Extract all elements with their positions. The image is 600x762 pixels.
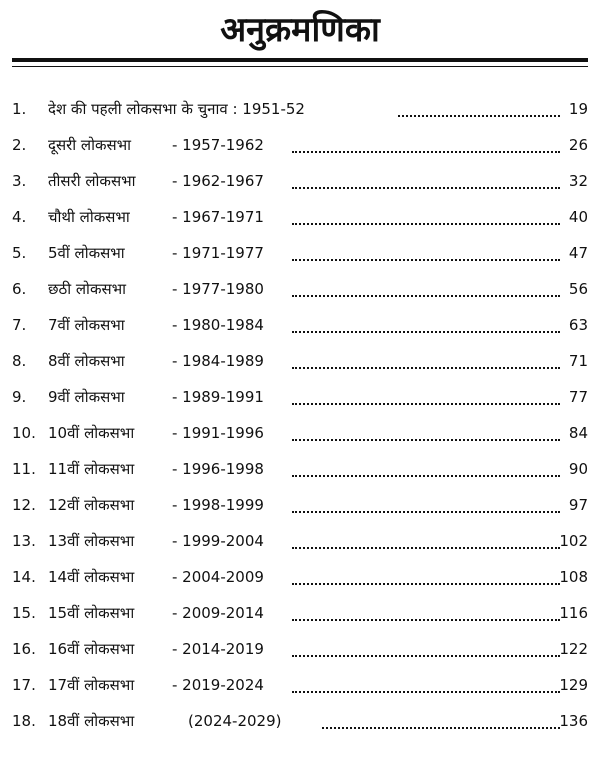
entry-number: 16. xyxy=(12,640,36,658)
entry-number: 11. xyxy=(12,460,36,478)
toc-entry xyxy=(0,454,600,484)
entry-number: 15. xyxy=(12,604,36,622)
entry-number: 2. xyxy=(12,136,27,154)
entry-years: - 2004-2009 xyxy=(172,568,264,586)
toc-entry xyxy=(0,166,600,196)
entry-number: 17. xyxy=(12,676,36,694)
toc-entry xyxy=(0,130,600,160)
dot-leader xyxy=(292,655,560,657)
entry-years: - 1999-2004 xyxy=(172,532,264,550)
toc-entry xyxy=(0,238,600,268)
toc-entry xyxy=(0,418,600,448)
entry-years: - 2014-2019 xyxy=(172,640,264,658)
entry-number: 6. xyxy=(12,280,27,298)
entry-page-number: 116 xyxy=(559,604,588,622)
toc-entry xyxy=(0,598,600,628)
entry-years: - 1991-1996 xyxy=(172,424,264,442)
entry-page-number: 136 xyxy=(559,712,588,730)
dot-leader xyxy=(292,223,560,225)
dot-leader xyxy=(292,259,560,261)
entry-page-number: 32 xyxy=(568,172,588,190)
entry-years: - 1989-1991 xyxy=(172,388,264,406)
entry-number: 9. xyxy=(12,388,27,406)
dot-leader xyxy=(292,295,560,297)
entry-title: 14वीं लोकसभा xyxy=(48,568,135,586)
entry-years: - 2009-2014 xyxy=(172,604,264,622)
entry-number: 8. xyxy=(12,352,27,370)
entry-title: चौथी लोकसभा xyxy=(48,208,130,226)
entry-page-number: 40 xyxy=(568,208,588,226)
entry-title: 10वीं लोकसभा xyxy=(48,424,135,442)
title-divider-thin xyxy=(12,66,588,67)
dot-leader xyxy=(292,619,560,621)
entry-title: 7वीं लोकसभा xyxy=(48,316,125,334)
entry-title: 16वीं लोकसभा xyxy=(48,640,135,658)
entry-years: - 1957-1962 xyxy=(172,136,264,154)
entry-title: 5वीं लोकसभा xyxy=(48,244,125,262)
dot-leader xyxy=(292,691,560,693)
entry-page-number: 108 xyxy=(559,568,588,586)
dot-leader xyxy=(292,439,560,441)
toc-entry xyxy=(0,94,600,124)
toc-entry xyxy=(0,274,600,304)
dot-leader xyxy=(322,727,560,729)
entry-title: 8वीं लोकसभा xyxy=(48,352,125,370)
dot-leader xyxy=(398,115,560,117)
page-title: अनुक्रमणिका xyxy=(220,10,380,50)
entry-title: 15वीं लोकसभा xyxy=(48,604,135,622)
toc-entry xyxy=(0,706,600,736)
entry-page-number: 19 xyxy=(568,100,588,118)
entry-page-number: 26 xyxy=(568,136,588,154)
entry-number: 1. xyxy=(12,100,27,118)
entry-years: (2024-2029) xyxy=(188,712,282,730)
dot-leader xyxy=(292,583,560,585)
toc-entry xyxy=(0,202,600,232)
toc-entry xyxy=(0,562,600,592)
entry-years: - 1998-1999 xyxy=(172,496,264,514)
entry-title: तीसरी लोकसभा xyxy=(48,172,136,190)
entry-number: 12. xyxy=(12,496,36,514)
title-divider-thick xyxy=(12,58,588,62)
toc-entry xyxy=(0,382,600,412)
toc-entry xyxy=(0,526,600,556)
entry-years: - 1971-1977 xyxy=(172,244,264,262)
entry-page-number: 56 xyxy=(568,280,588,298)
entry-number: 7. xyxy=(12,316,27,334)
entry-number: 4. xyxy=(12,208,27,226)
entry-years: - 1962-1967 xyxy=(172,172,264,190)
entry-page-number: 97 xyxy=(568,496,588,514)
entry-title: 17वीं लोकसभा xyxy=(48,676,135,694)
toc-entry xyxy=(0,346,600,376)
toc-entry xyxy=(0,490,600,520)
entry-page-number: 84 xyxy=(568,424,588,442)
entry-title: 18वीं लोकसभा xyxy=(48,712,135,730)
entry-years: - 1980-1984 xyxy=(172,316,264,334)
dot-leader xyxy=(292,331,560,333)
entry-title: देश की पहली लोकसभा के चुनाव : 1951-52 xyxy=(48,100,305,118)
entry-number: 14. xyxy=(12,568,36,586)
entry-page-number: 122 xyxy=(559,640,588,658)
dot-leader xyxy=(292,475,560,477)
entry-page-number: 47 xyxy=(568,244,588,262)
entry-title: दूसरी लोकसभा xyxy=(48,136,132,154)
entry-title: छठी लोकसभा xyxy=(48,280,127,298)
entry-years: - 1996-1998 xyxy=(172,460,264,478)
dot-leader xyxy=(292,547,560,549)
entry-title: 12वीं लोकसभा xyxy=(48,496,135,514)
entry-years: - 1984-1989 xyxy=(172,352,264,370)
entry-page-number: 71 xyxy=(568,352,588,370)
dot-leader xyxy=(292,151,560,153)
entry-years: - 1977-1980 xyxy=(172,280,264,298)
dot-leader xyxy=(292,511,560,513)
dot-leader xyxy=(292,403,560,405)
entry-page-number: 77 xyxy=(568,388,588,406)
toc-entry xyxy=(0,670,600,700)
entry-page-number: 90 xyxy=(568,460,588,478)
entry-page-number: 102 xyxy=(559,532,588,550)
entry-years: - 2019-2024 xyxy=(172,676,264,694)
entry-number: 3. xyxy=(12,172,27,190)
dot-leader xyxy=(292,187,560,189)
entry-title: 13वीं लोकसभा xyxy=(48,532,135,550)
entry-number: 13. xyxy=(12,532,36,550)
toc-entry xyxy=(0,634,600,664)
entry-number: 18. xyxy=(12,712,36,730)
entry-number: 10. xyxy=(12,424,36,442)
entry-title: 11वीं लोकसभा xyxy=(48,460,135,478)
entry-page-number: 129 xyxy=(559,676,588,694)
entry-years: - 1967-1971 xyxy=(172,208,264,226)
dot-leader xyxy=(292,367,560,369)
entry-title: 9वीं लोकसभा xyxy=(48,388,125,406)
entry-page-number: 63 xyxy=(568,316,588,334)
entry-number: 5. xyxy=(12,244,27,262)
toc-entry xyxy=(0,310,600,340)
